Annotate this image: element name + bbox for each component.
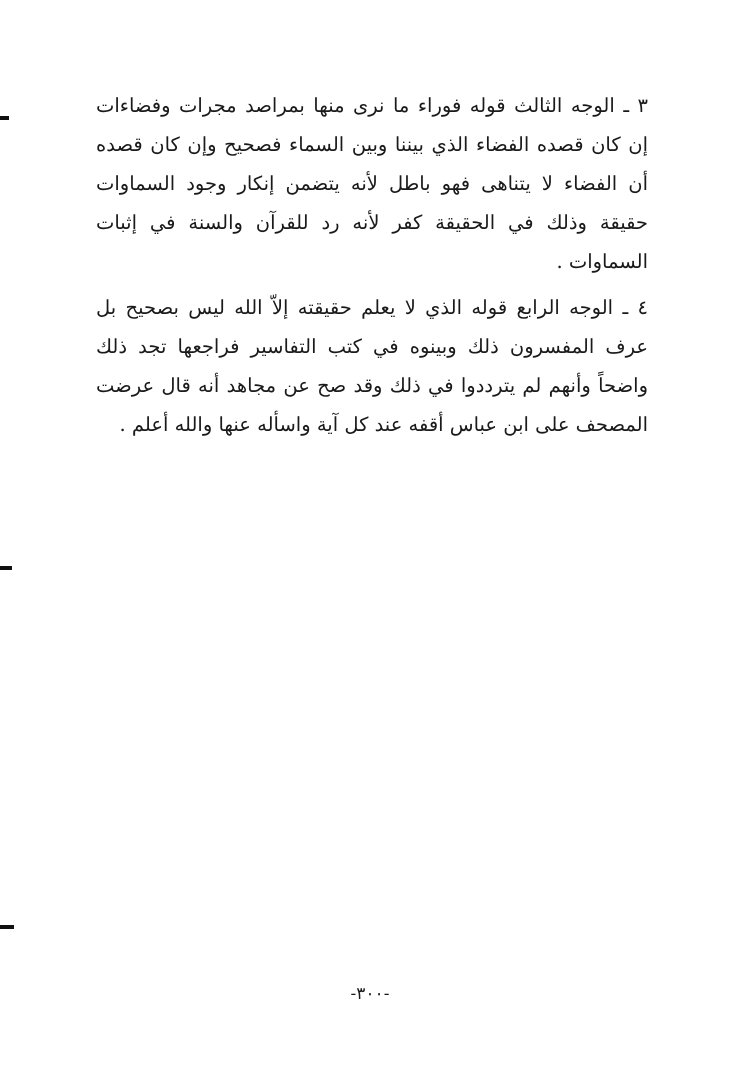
paragraph-text: الوجه الثالث قوله فوراء ما نرى منها بمراصد مجرات وفضاءات إن كان قصده الفضاء الذي بيننا وبين السماء فصحيح وإن كان قصده أن الفضاء لا يتناهى فهو باطل لأنه يتضمن إنكار وجود السماوات حقيقة وذلك في الحقيقة كفر لأنه رد للقرآن والسنة في إثبات السماوات . [96, 94, 648, 273]
paragraph-text: الوجه الرابع قوله الذي لا يعلم حقيقته إلاّ الله ليس بصحيح بل عرف المفسرون ذلك وبينوه في كتب التفاسير فراجعها تجد ذلك واضحاً وأنهم لم يترددوا في ذلك وقد صح عن مجاهد أنه قال عرضت المصحف على ابن عباس أقفه عند كل آية واسأله عنها والله أعلم . [96, 296, 648, 436]
scan-edge-mark [0, 566, 12, 570]
scan-edge-mark [0, 116, 9, 120]
paragraph-item-4 [96, 288, 648, 444]
item-number: ٣ ـ [623, 94, 649, 117]
page-number: -٣٠٠- [350, 984, 390, 1004]
scan-edge-mark [0, 925, 14, 929]
paragraph-item-3 [96, 86, 648, 281]
item-number: ٤ ـ [622, 296, 648, 319]
